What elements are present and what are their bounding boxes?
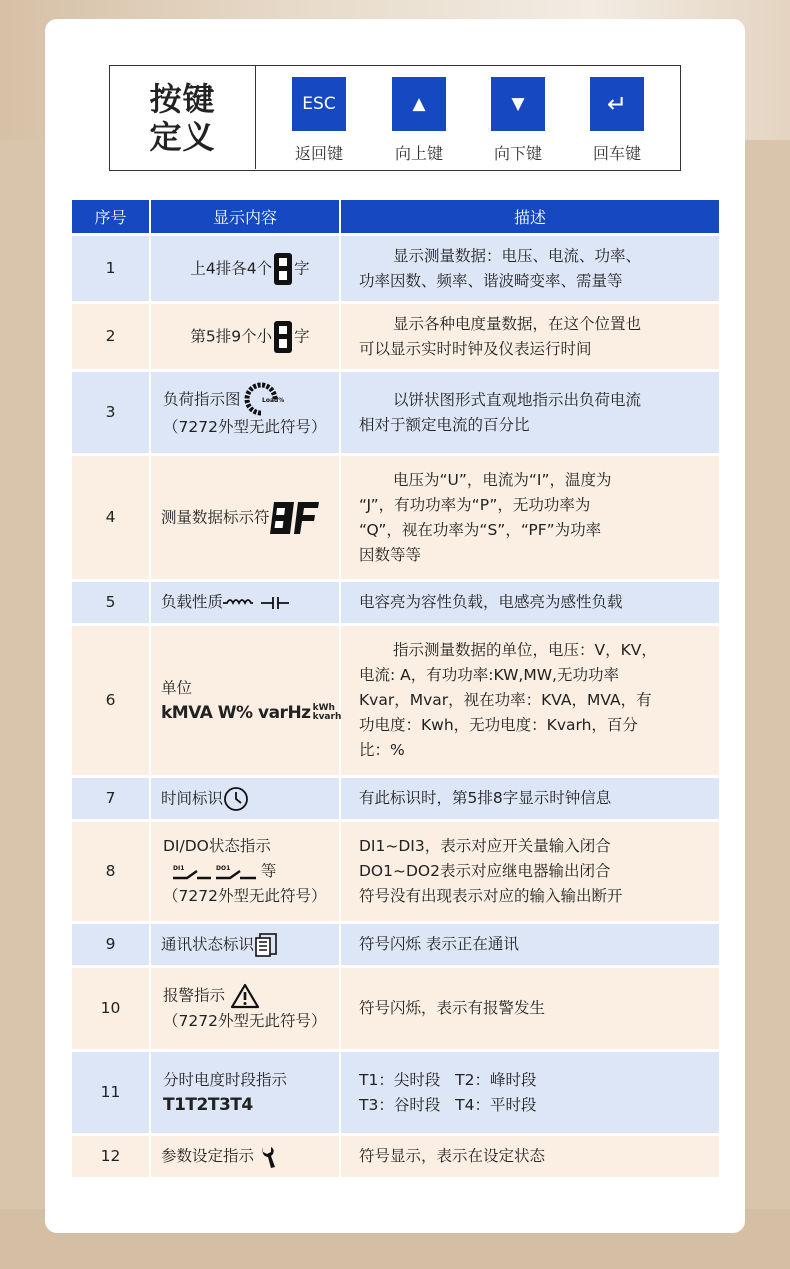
desc-line: 比：% (359, 741, 405, 759)
display-text: 通讯状态标识 (161, 935, 255, 953)
desc-line: 显示各种电度量数据，在这个位置也 (393, 314, 642, 333)
row-display (151, 819, 341, 921)
row-description (341, 233, 719, 301)
row-display (151, 1133, 341, 1177)
row-display (151, 1049, 341, 1133)
row-number: 4 (72, 453, 151, 579)
row-description: 符号闪烁，表示有报警发生 (341, 965, 719, 1049)
desc-line: 功率因数、频率、谐波畸变率、需量等 (359, 271, 623, 290)
desc-line: 功电度：Kwh，无功电度：Kvarh，百分 (359, 716, 638, 734)
row-description: 符号显示，表示在设定状态 (341, 1133, 719, 1177)
display-suffix: 字 (294, 327, 310, 345)
row-description: 有此标识时，第5排8字显示时钟信息 (341, 775, 719, 819)
symbol-table (72, 200, 719, 1177)
desc-line: 相对于额定电流的百分比 (359, 415, 530, 434)
desc-line: DO1~DO2表示对应继电器输出闭合 (359, 862, 611, 880)
row-display (151, 233, 341, 301)
seven-segment-8-icon (272, 252, 294, 286)
header-description: 描述 (341, 200, 719, 233)
desc-line: 因数等等 (359, 545, 422, 564)
table-row (72, 921, 719, 965)
display-note: （7272外型无此符号） (163, 418, 327, 436)
row-number: 10 (72, 965, 151, 1049)
row-number: 7 (72, 775, 151, 819)
esc-key (284, 77, 354, 164)
down-key-label: 向下键 (493, 144, 542, 163)
warning-icon (230, 983, 260, 1009)
row-number: 3 (72, 369, 151, 453)
header-index: 序号 (72, 200, 151, 233)
display-text: 上4排各4个 (190, 259, 273, 277)
desc-line: 符号没有出现表示对应的输入输出断开 (359, 887, 623, 905)
table-row (72, 301, 719, 369)
row-number: 11 (72, 1049, 151, 1133)
row-description (341, 1049, 719, 1133)
row-display (151, 453, 341, 579)
seven-segment-8-icon (272, 320, 294, 354)
row-description: 符号闪烁 表示正在通讯 (341, 921, 719, 965)
table-row (72, 233, 719, 301)
row-number: 5 (72, 579, 151, 623)
table-row (72, 775, 719, 819)
load-gauge-icon (241, 385, 284, 415)
row-display (151, 775, 341, 819)
row-number: 1 (72, 233, 151, 301)
enter-key (582, 77, 652, 164)
display-text: 报警指示 (163, 986, 226, 1005)
desc-line: “J”，有功功率为“P”，无功功率为 (359, 495, 591, 514)
unit-kvarh: kvarh (312, 712, 342, 722)
row-description (341, 369, 719, 453)
display-text: 测量数据标示符 (161, 508, 270, 526)
display-text: DI/DO状态指示 (163, 837, 271, 855)
display-text: 参数设定指示 (161, 1147, 255, 1165)
row-number: 12 (72, 1133, 151, 1177)
row-number: 8 (72, 819, 151, 921)
desc-line: 以饼状图形式直观地指示出负荷电流 (393, 390, 642, 409)
table-header (72, 200, 719, 233)
display-text: 单位 (161, 678, 193, 697)
table-row (72, 369, 719, 453)
display-text: 负荷指示图 (163, 390, 241, 409)
row-number: 9 (72, 921, 151, 965)
unit-kwh: kWh (312, 703, 335, 713)
tariff-symbols: T1T2T3T4 (163, 1094, 253, 1115)
do1-label: DO1 (215, 864, 231, 872)
row-description (341, 453, 719, 579)
inductor-capacitor-icon (223, 596, 289, 610)
key-title-line1: 按键 (149, 79, 216, 118)
key-definition-panel (109, 65, 681, 171)
display-text: 时间标识 (161, 789, 224, 807)
display-note: （7272外型无此符号） (163, 1012, 327, 1030)
up-key (384, 77, 454, 164)
di-switch-icon (173, 864, 211, 880)
svg-text:Load%: Load% (261, 397, 284, 404)
row-description (341, 819, 719, 921)
row-number: 6 (72, 623, 151, 775)
display-text: 负载性质 (161, 593, 224, 611)
wrench-icon (259, 1145, 277, 1169)
row-display (151, 301, 341, 369)
display-suffix: 字 (294, 259, 310, 277)
table-row (72, 623, 719, 775)
enter-key-label: 回车键 (592, 144, 641, 163)
display-text: 第5排9个小 (190, 327, 273, 345)
segment-8f-icon (270, 500, 320, 536)
down-key (483, 77, 553, 164)
desc-line: 显示测量数据：电压、电流、功率、 (393, 246, 642, 265)
display-note: （7272外型无此符号） (163, 887, 327, 905)
row-description (341, 623, 719, 775)
desc-line: T3：谷时段 T4：平时段 (359, 1095, 537, 1114)
up-arrow-icon: ▲ (392, 77, 446, 131)
row-display (151, 965, 341, 1049)
table-row (72, 453, 719, 579)
table-row (72, 965, 719, 1049)
desc-line: 可以显示实时时钟及仪表运行时间 (359, 339, 592, 358)
key-title-line2: 定义 (149, 117, 216, 156)
di1-label: DI1 (173, 864, 185, 872)
display-etc: 等 (260, 862, 277, 880)
desc-line: T1：尖时段 T2：峰时段 (359, 1070, 537, 1089)
desc-line: 电流: A，有功功率:KW,MW,无功功率 (359, 666, 619, 684)
row-display (151, 369, 341, 453)
do-switch-icon (216, 864, 256, 880)
desc-line: 电压为“U”，电流为“I”，温度为 (393, 470, 612, 489)
down-arrow-icon: ▼ (491, 77, 545, 131)
units-text: kMVA W% varHz (161, 702, 311, 723)
esc-icon: ESC (292, 77, 346, 131)
row-display (151, 623, 341, 775)
row-description: 电容亮为容性负载，电感亮为感性负载 (341, 579, 719, 623)
communication-icon (254, 932, 278, 958)
row-number: 2 (72, 301, 151, 369)
row-description (341, 301, 719, 369)
table-row (72, 1049, 719, 1133)
esc-key-label: 返回键 (294, 144, 343, 163)
header-display: 显示内容 (151, 200, 341, 233)
row-display (151, 579, 341, 623)
table-row (72, 579, 719, 623)
desc-line: DI1~DI3，表示对应开关量输入闭合 (359, 837, 611, 855)
desc-line: “Q”，视在功率为“S”，“PF”为功率 (359, 520, 602, 539)
desc-line: Kvar，Mvar，视在功率：KVA，MVA，有 (359, 691, 652, 709)
table-row (72, 1133, 719, 1177)
desc-line: 指示测量数据的单位，电压：V，KV， (393, 641, 657, 659)
up-key-label: 向上键 (394, 144, 443, 163)
display-text: 分时电度时段指示 (163, 1070, 288, 1089)
row-display (151, 921, 341, 965)
table-row (72, 819, 719, 921)
clock-icon (223, 786, 249, 812)
enter-icon: ↵ (590, 77, 644, 131)
key-definition-title (110, 66, 256, 169)
